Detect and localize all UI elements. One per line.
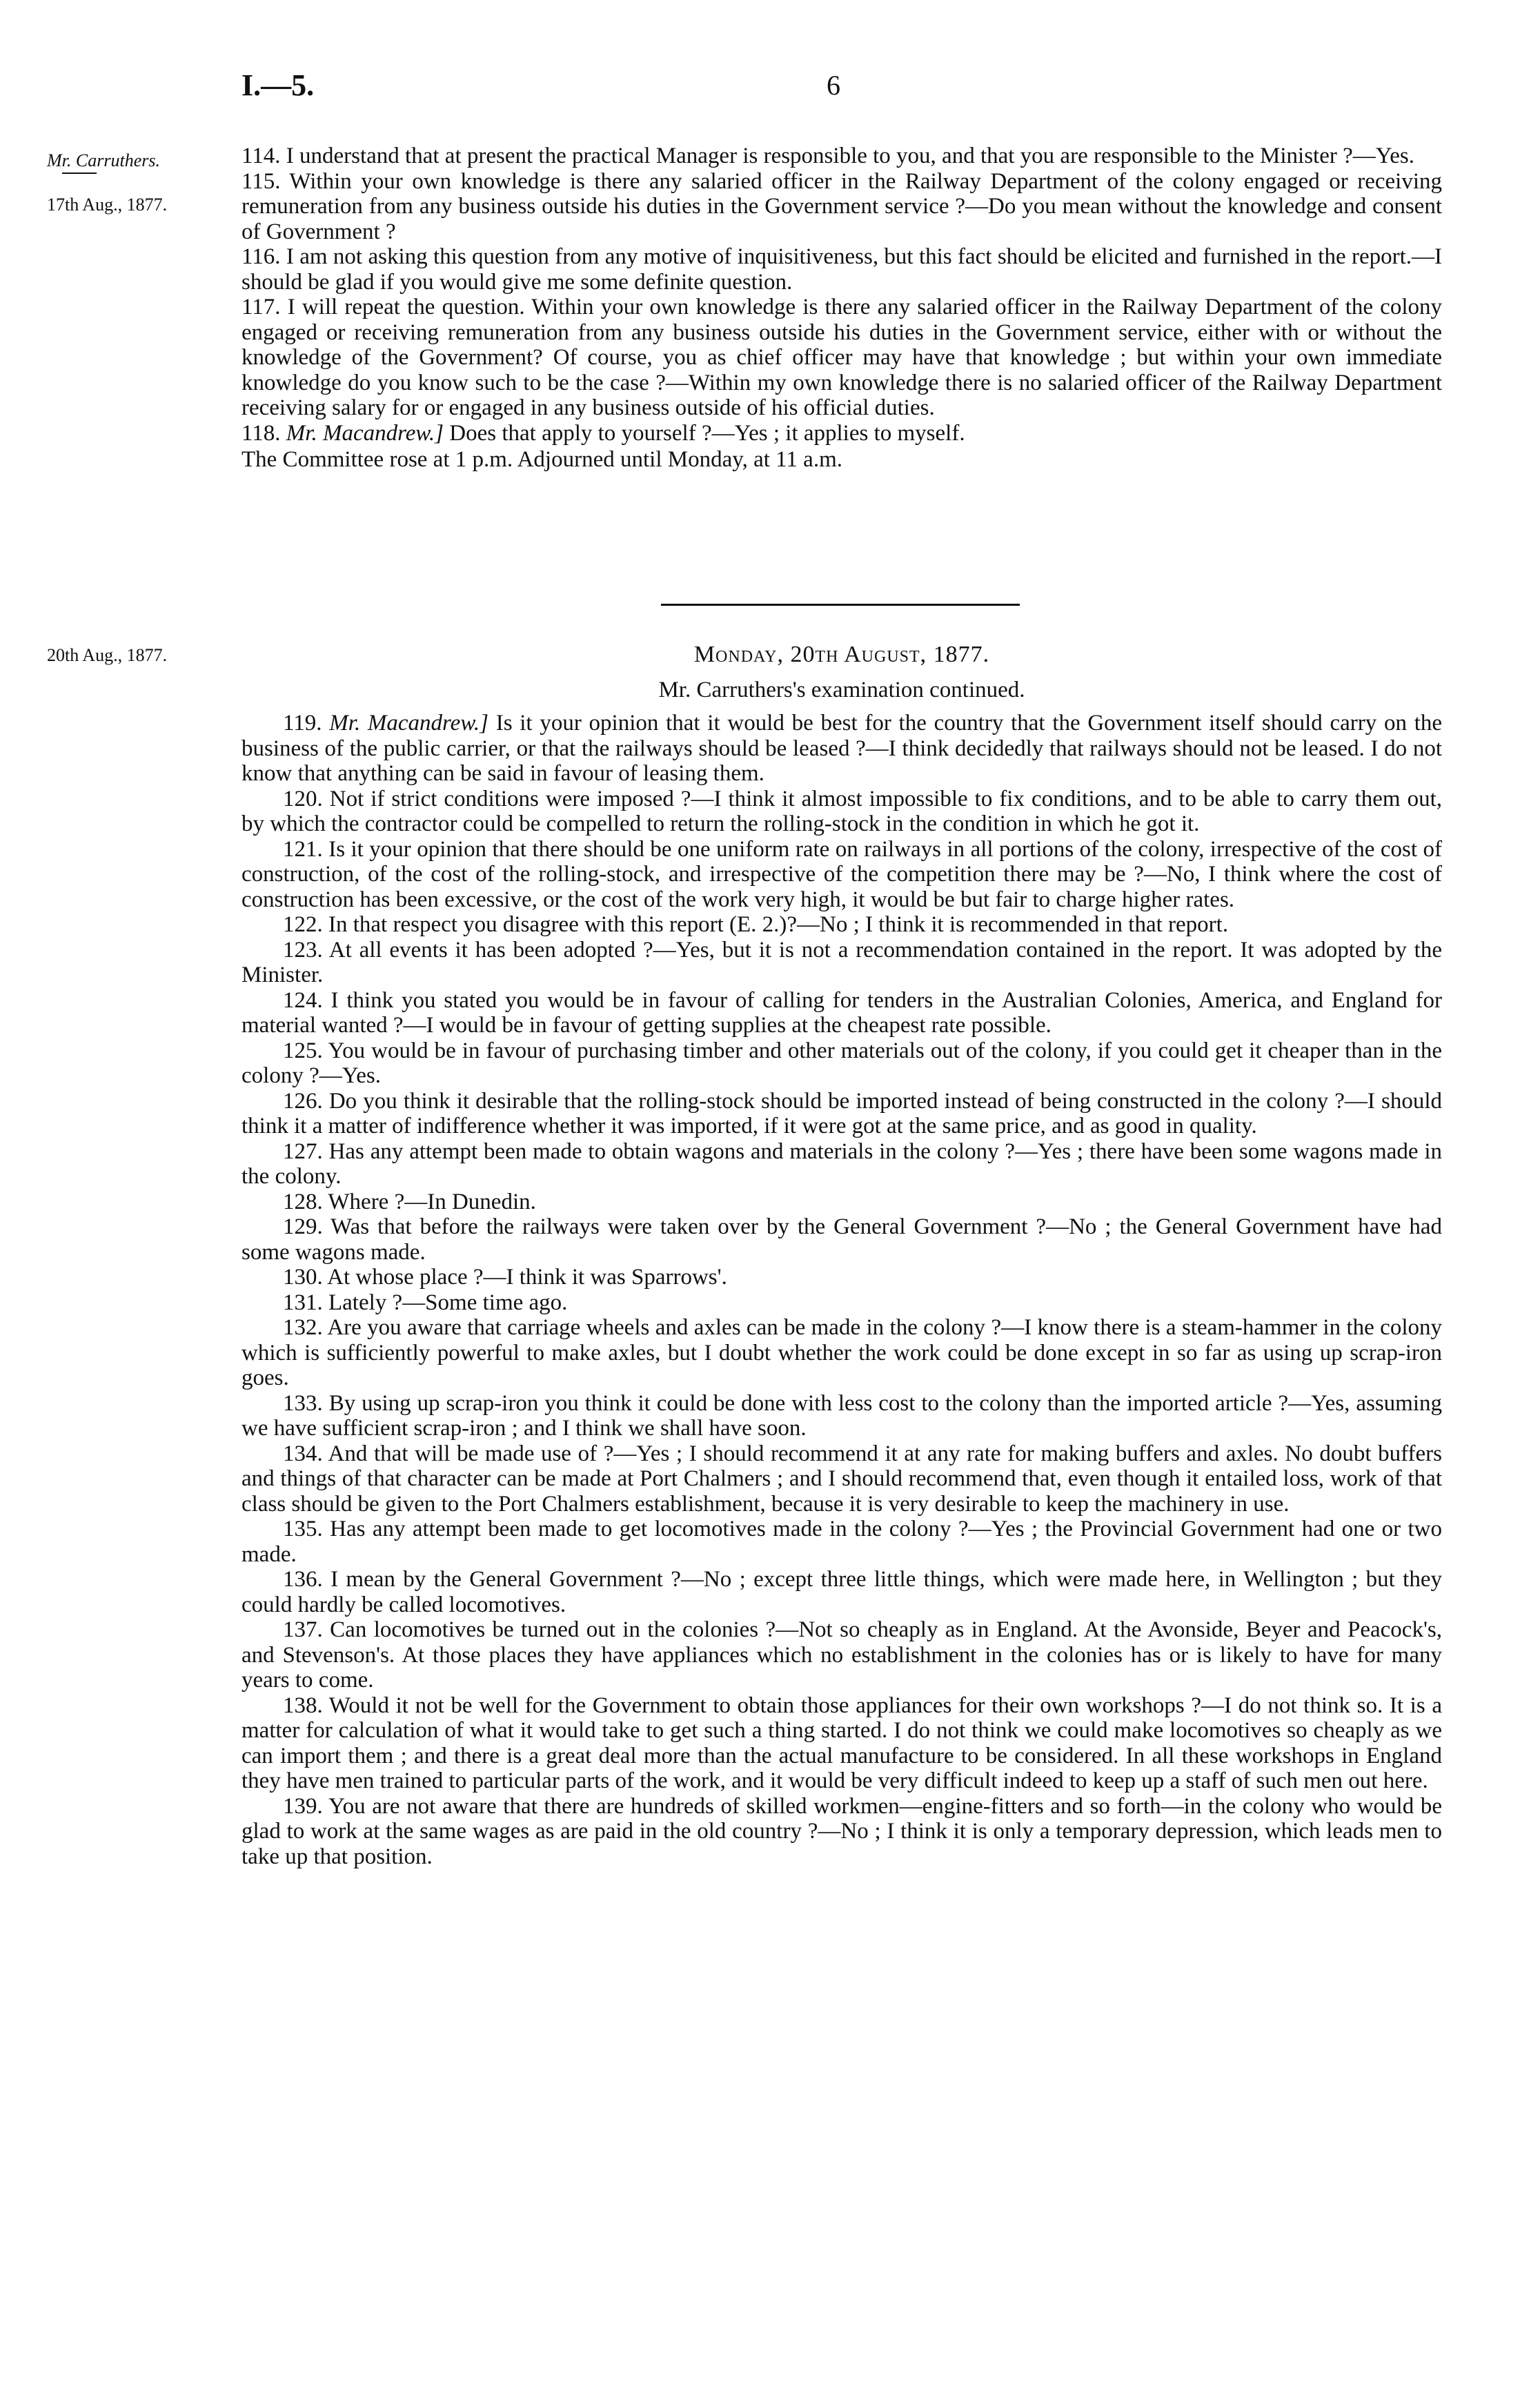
sheet-reference: I.—5. [241,68,315,102]
section-20th-august [241,711,1442,1869]
question-number: 118. [241,420,281,446]
question-number: 119. [283,711,322,736]
question-128: 128. Where ?—In Dunedin. [283,1189,536,1214]
question-134: 134. And that will be made use of ?—Yes ; I should recommend it at any rate for making buffers and axles. No doubt buffers and things of that character can be made at Port Chalmers ; and I should recommend that, even though it entailed loss, work of that class should be given to the Port Chalmers establishment, because it is very desirable to keep the machinery in use. [241,1441,1442,1517]
question-text: Is it your opinion that it would be best for the country that the Government itself should carry on the business of the public carrier, or that the railways should be leased ?—I think decidedly that railways should not be leased. I do not know that anything can be said in favour of leasing them. [241,711,1443,786]
question-129: 129. Was that before the railways were taken over by the General Government ?—No ; the General Government have had some wagons made. [241,1214,1442,1265]
section-17th-august [241,144,1442,473]
question-122: 122. In that respect you disagree with this report (E. 2.)?—No ; I think it is recommended in that report. [283,912,1229,937]
committee-adjourned-note: The Committee rose at 1 p.m. Adjourned until Monday, at 11 a.m. [241,447,842,472]
question-118 [241,421,1442,446]
question-114: 114. I understand that at present the practical Manager is responsible to you, and that you are responsible to the Minister ?—Yes. [241,144,1414,168]
question-137: 137. Can locomotives be turned out in the colonies ?—Not so cheaply as in England. At the Avonside, Beyer and Peacock's, and Stevenson's. At those places they have appliances which no establishment in the colonies has or is likely to have for many years to come. [241,1617,1442,1693]
question-116: 116. I am not asking this question from any motive of inquisitiveness, but this fact should be elicited and furnished in the report.—I should be glad if you would give me some definite question. [241,244,1442,295]
question-127: 127. Has any attempt been made to obtain wagons and materials in the colony ?—Yes ; there have been some wagons made in the colony. [241,1138,1442,1189]
margin-divider [62,172,97,174]
speaker-name: Mr. Macandrew.] [329,711,488,736]
margin-witness-name: Mr. Carruthers. [47,150,160,170]
section-divider-rule [661,604,1020,606]
margin-date-17th: 17th Aug., 1877. [47,195,168,215]
question-133: 133. By using up scrap-iron you think it could be done with less cost to the colony than the imported article ?—Yes, assuming we have sufficient scrap-iron ; and I think we shall have soon. [241,1390,1442,1441]
question-119 [241,711,1442,787]
question-125: 125. You would be in favour of purchasing timber and other materials out of the colony, if you could get it cheaper than in the colony ?—Yes. [241,1038,1442,1088]
session-heading: Monday, 20th August, 1877. [693,642,990,667]
examination-subheading: Mr. Carruthers's examination continued. [658,678,1025,702]
page-number: 6 [827,70,840,101]
question-123: 123. At all events it has been adopted ?—Yes, but it is not a recommendation contained in the report. It was adopted by the Minister. [241,937,1442,987]
question-136: 136. I mean by the General Government ?—No ; except three little things, which were made here, in Wellington ; but they could hardly be called locomotives. [241,1567,1442,1617]
question-130: 130. At whose place ?—I think it was Sparrows'. [283,1265,727,1290]
question-124: 124. I think you stated you would be in favour of calling for tenders in the Australian Colonies, America, and England for material wanted ?—I would be in favour of getting supplies at the cheapest rate possible. [241,987,1442,1038]
question-115: 115. Within your own knowledge is there any salaried officer in the Railway Department of the colony engaged or receiving remuneration from any business outside his duties in the Government service ?—Do you mean without the knowledge and consent of Government ? [241,168,1442,244]
margin-date-20th: 20th Aug., 1877. [47,645,168,665]
question-121: 121. Is it your opinion that there should be one uniform rate on railways in all portions of the colony, irrespective of the cost of construction, of the cost of the rolling-stock, and irrespective of the competition there may be ?—No, I think where the cost of construction has been excessive, or the cost of the work very high, it would be but fair to charge higher rates. [241,836,1442,912]
question-135: 135. Has any attempt been made to get locomotives made in the colony ?—Yes ; the Provincial Government had one or two made. [241,1517,1442,1567]
question-text: Does that apply to yourself ?—Yes ; it applies to myself. [449,420,965,446]
question-139: 139. You are not aware that there are hundreds of skilled workmen—engine-fitters and so forth—in the colony who would be glad to work at the same wages as are paid in the old country ?—No ; I think it is only a temporary depression, which leads men to take up that position. [241,1793,1442,1869]
question-131: 131. Lately ?—Some time ago. [283,1290,568,1315]
speaker-name: Mr. Macandrew.] [286,420,444,446]
question-132: 132. Are you aware that carriage wheels and axles can be made in the colony ?—I know there is a steam-hammer in the colony which is sufficiently powerful to make axles, but I doubt whether the work could be done except in so far as using up scrap-iron goes. [241,1315,1442,1390]
question-120: 120. Not if strict conditions were imposed ?—I think it almost impossible to fix conditions, and to be able to carry them out, by which the contractor could be compelled to return the rolling-stock in the condition in which he got it. [241,786,1442,836]
question-138: 138. Would it not be well for the Government to obtain those appliances for their own workshops ?—I do not think so. It is a matter for calculation of what it would take to get such a thing started. I do not think we could make locomotives so cheaply as we can import them ; and there is a great deal more than the actual manufacture to be considered. In all these workshops in England they have men trained to particular parts of the work, and it would be very difficult indeed to keep up a staff of such men out here. [241,1693,1442,1793]
question-126: 126. Do you think it desirable that the rolling-stock should be imported instead of being constructed in the colony ?—I should think it a matter of indifference whether it was imported, if it were got at the same price, and as good in quality. [241,1088,1442,1138]
question-117: 117. I will repeat the question. Within your own knowledge is there any salaried officer in the Railway Department of the colony engaged or receiving remuneration from any business outside his duties in the Government service, either with or without the knowledge of the Government? Of course, you as chief officer may have that knowledge ; but within your own immediate knowledge do you know such to be the case ?—Within my own knowledge there is no salaried officer of the Railway Department receiving salary for or engaged in any business outside of his official duties. [241,295,1442,420]
